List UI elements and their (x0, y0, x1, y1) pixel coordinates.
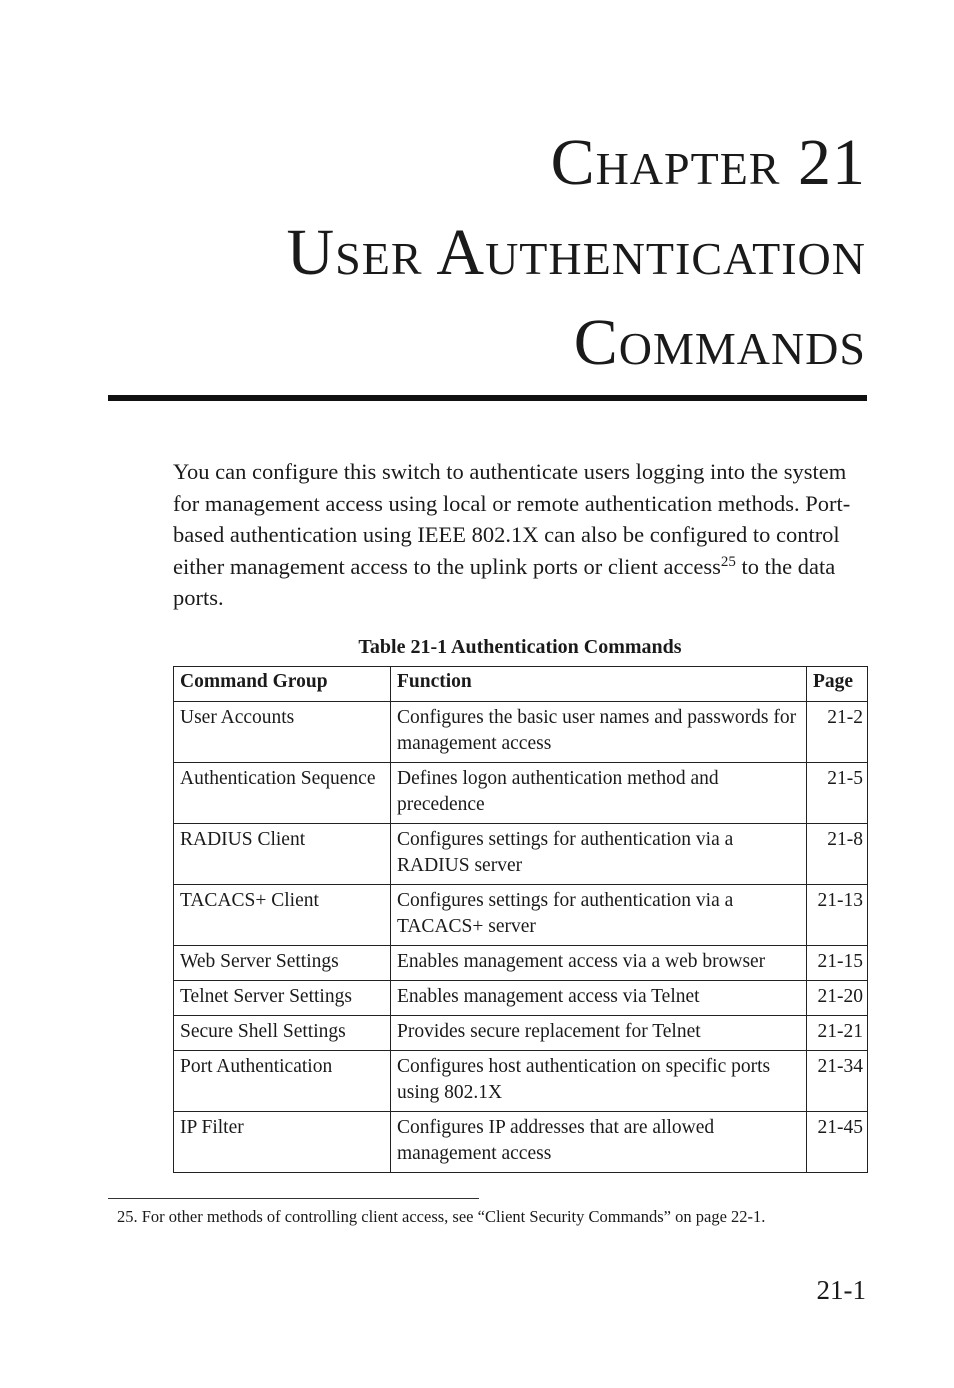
command-group-cell: TACACS+ Client (174, 885, 391, 946)
command-group-cell: Authentication Sequence (174, 763, 391, 824)
command-group-cell: Port Authentication (174, 1051, 391, 1112)
table-row (174, 1112, 868, 1173)
table-header-row (174, 667, 868, 702)
page-reference-cell[interactable]: 21-8 (807, 824, 868, 885)
table-row (174, 763, 868, 824)
page-reference-cell[interactable]: 21-20 (807, 981, 868, 1016)
intro-text: You can configure this switch to authenticate users logging into the system for management access using local or remote authentication methods. Port-based authentication using IEEE 802.1X can also be configured to control either management access to the uplink ports or client access (173, 459, 851, 579)
command-group-cell: User Accounts (174, 702, 391, 763)
table-caption: Table 21-1 Authentication Commands (358, 636, 682, 658)
command-group-cell: Secure Shell Settings (174, 1016, 391, 1051)
table-row (174, 885, 868, 946)
command-group-cell: Telnet Server Settings (174, 981, 391, 1016)
intro-text-end: to the data ports. (173, 553, 836, 610)
header-page: Page (807, 667, 868, 702)
title-divider (108, 395, 867, 401)
function-cell: Configures IP addresses that are allowed management access (391, 1112, 807, 1173)
page-number: 21-1 (816, 1275, 866, 1305)
chapter-title (287, 118, 866, 388)
function-cell: Provides secure replacement for Telnet (391, 1016, 807, 1051)
function-cell: Configures settings for authentication via a TACACS+ server (391, 885, 807, 946)
footnote: 25. For other methods of controlling client access, see “Client Security Commands” on page 22-1. (117, 1207, 766, 1226)
function-cell: Enables management access via Telnet (391, 981, 807, 1016)
command-group-cell: IP Filter (174, 1112, 391, 1173)
intro-paragraph (173, 456, 873, 614)
table-row (174, 702, 868, 763)
table-row (174, 946, 868, 981)
page-reference-cell[interactable]: 21-5 (807, 763, 868, 824)
header-command-group: Command Group (174, 667, 391, 702)
page-reference-cell[interactable]: 21-21 (807, 1016, 868, 1051)
page-reference-cell[interactable]: 21-13 (807, 885, 868, 946)
command-group-cell: Web Server Settings (174, 946, 391, 981)
table-row (174, 1051, 868, 1112)
footnote-divider (108, 1198, 479, 1199)
table-row (174, 1016, 868, 1051)
page-reference-cell[interactable]: 21-34 (807, 1051, 868, 1112)
function-cell: Enables management access via a web browser (391, 946, 807, 981)
function-cell: Configures the basic user names and passwords for management access (391, 702, 807, 763)
table-row (174, 824, 868, 885)
page-reference-cell[interactable]: 21-45 (807, 1112, 868, 1173)
page-reference-cell[interactable]: 21-15 (807, 946, 868, 981)
function-cell: Configures settings for authentication via a RADIUS server (391, 824, 807, 885)
command-group-cell: RADIUS Client (174, 824, 391, 885)
authentication-commands-table (173, 666, 868, 1173)
function-cell: Configures host authentication on specific ports using 802.1X (391, 1051, 807, 1112)
chapter-title-line-1: User Authentication (286, 216, 866, 289)
chapter-number: Chapter 21 (550, 126, 866, 199)
footnote-reference[interactable]: 25 (720, 553, 736, 570)
function-cell: Defines logon authentication method and precedence (391, 763, 807, 824)
header-function: Function (391, 667, 807, 702)
chapter-title-line-2: Commands (573, 306, 866, 379)
table-row (174, 981, 868, 1016)
page-reference-cell[interactable]: 21-2 (807, 702, 868, 763)
